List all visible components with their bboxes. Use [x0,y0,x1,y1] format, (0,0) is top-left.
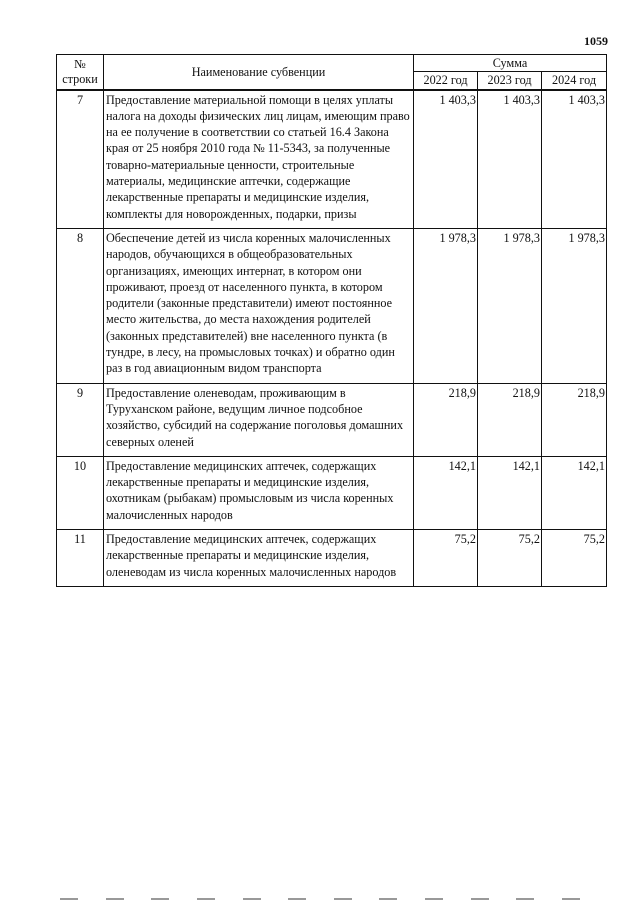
value-2023: 1 403,3 [478,90,542,228]
row-number-header-line2: строки [62,71,98,86]
subvention-name: Предоставление медицинских аптечек, содержащих лекарственные препараты и медицинские изделия, оленеводам из числа коренных малочисленных народов [104,530,414,587]
scan-edge-marks [60,898,580,901]
row-number-header-line1: № [74,56,86,71]
value-2023: 75,2 [478,530,542,587]
value-2023: 142,1 [478,456,542,529]
value-2022: 1 978,3 [414,228,478,383]
year-header-2024: 2024 год [542,72,607,89]
row-number-header [57,55,104,90]
value-2022: 1 403,3 [414,90,478,228]
value-2024: 218,9 [542,383,607,456]
subvention-name: Предоставление медицинских аптечек, содержащих лекарственные препараты и медицинские изделия, охотникам (рыбакам) промысловым из числа коренных малочисленных народов [104,456,414,529]
year-header-2022: 2022 год [414,72,478,89]
table-row [57,383,607,456]
value-2024: 1 978,3 [542,228,607,383]
value-2022: 75,2 [414,530,478,587]
subvention-table [56,54,607,587]
value-2024: 75,2 [542,530,607,587]
subvention-name: Предоставление материальной помощи в целях уплаты налога на доходы физических лиц лицам, имеющим право на ее получение в соответствии со статьей 16.4 Закона края от 25 ноября 2010 года № 11-5343, за полученные товарно-материальные ценности, строительные материалы, медицинские аптечки, содержащие лекарственные препараты и медицинские изделия, комплекты для новорожденных, подарки, призы [104,90,414,228]
row-number: 7 [57,90,104,228]
year-header-2023: 2023 год [478,72,542,89]
row-number: 11 [57,530,104,587]
row-number: 10 [57,456,104,529]
page-number: 1059 [584,34,608,48]
value-2022: 218,9 [414,383,478,456]
row-number: 8 [57,228,104,383]
table-row [57,228,607,383]
value-2022: 142,1 [414,456,478,529]
table-row [57,456,607,529]
table-row [57,530,607,587]
row-number: 9 [57,383,104,456]
value-2024: 142,1 [542,456,607,529]
subvention-name: Предоставление оленеводам, проживающим в Туруханском районе, ведущим личное подсобное хозяйство, субсидий на содержание поголовья домашних северных оленей [104,383,414,456]
value-2023: 218,9 [478,383,542,456]
value-2024: 1 403,3 [542,90,607,228]
sum-header: Сумма [414,55,607,72]
table-row [57,90,607,228]
value-2023: 1 978,3 [478,228,542,383]
name-header: Наименование субвенции [104,55,414,90]
subvention-name: Обеспечение детей из числа коренных малочисленных народов, обучающихся в общеобразовательных организациях, имеющих интернат, в котором они проживают, проезд от населенного пункта, в котором родители (законные представители) имеют постоянное место жительства, до места нахождения родителей (законных представителей) вне населенного пункта (в тундре, в лесу, на промысловых точках) и обратно один раз в год авиационным видом транспорта [104,228,414,383]
